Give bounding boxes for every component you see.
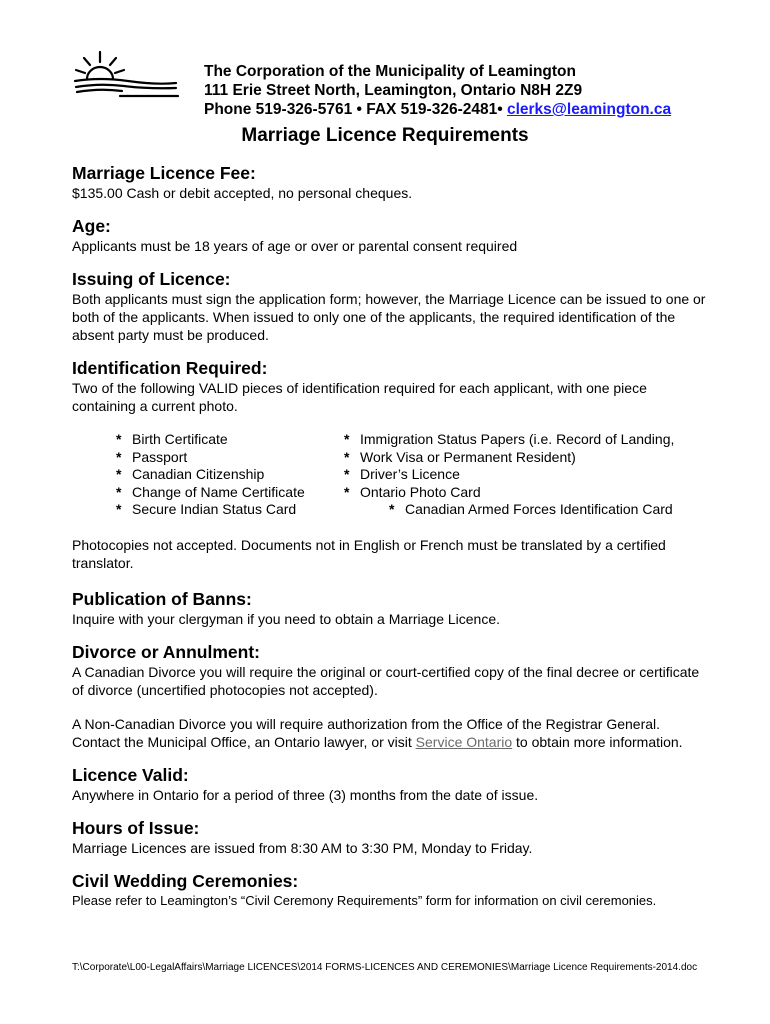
file-path-footer: T:\Corporate\L00-LegalAffairs\Marriage LICENCES\2014 FORMS-LICENCES AND CEREMONIES\Marriage Licence Requirements-2014.doc: [72, 962, 698, 973]
hours-text: Marriage Licences are issued from 8:30 AM to 3:30 PM, Monday to Friday.: [72, 840, 533, 856]
document-title: Marriage Licence Requirements: [241, 125, 529, 146]
service-ontario-link[interactable]: Service Ontario: [415, 734, 513, 750]
fee-heading: Marriage Licence Fee:: [72, 163, 256, 183]
age-heading: Age:: [72, 216, 111, 236]
civil-text: Please refer to Leamington’s “Civil Ceremony Requirements” form for information on civil ceremonies.: [72, 893, 657, 908]
issuing-text: Both applicants must sign the application form; however, the Marriage Licence can be issued to one or both of the applicants. When issued to only one of the applicants, the required identification of the absent party must be produced.: [72, 291, 706, 343]
divorce-heading: Divorce or Annulment:: [72, 642, 260, 662]
civil-heading: Civil Wedding Ceremonies:: [72, 871, 299, 891]
valid-heading: Licence Valid:: [72, 765, 189, 785]
email-link[interactable]: clerks@leamington.ca: [506, 101, 672, 118]
org-name: The Corporation of the Municipality of Leamington: [204, 63, 576, 80]
list-item: * Birth Certificate: [116, 431, 228, 447]
list-item: * Work Visa or Permanent Resident): [344, 448, 576, 465]
divorce-text-canadian: A Canadian Divorce you will require the original or court-certified copy of the final decree or certificate of divorce (uncertified photocopies not accepted).: [72, 664, 700, 698]
banns-text: Inquire with your clergyman if you need to obtain a Marriage Licence.: [72, 611, 501, 627]
banns-heading: Publication of Banns:: [72, 589, 252, 609]
list-item: * Driver’s Licence: [344, 466, 460, 482]
identification-text: Two of the following VALID pieces of identification required for each applicant, with one piece containing a current photo.: [72, 380, 647, 414]
id-list-left: [116, 431, 305, 519]
divorce-text-non-canadian: A Non-Canadian Divorce you will require authorization from the Office of the Registrar General. Contact the Municipal Office, an Ontario lawyer, or visit Service Ontario to obtain more information.: [72, 716, 683, 750]
hours-heading: Hours of Issue:: [72, 818, 200, 838]
fee-text: $135.00 Cash or debit accepted, no personal cheques.: [72, 185, 413, 201]
list-item: * Secure Indian Status Card: [116, 501, 297, 517]
list-item: * Canadian Citizenship: [116, 466, 265, 482]
valid-text: Anywhere in Ontario for a period of three (3) months from the date of issue.: [72, 787, 539, 803]
org-address: 111 Erie Street North, Leamington, Ontario N8H 2Z9: [204, 82, 583, 99]
age-text: Applicants must be 18 years of age or over or parental consent required: [72, 238, 518, 254]
sunrise-over-water-icon: [72, 50, 182, 100]
id-list-right: [344, 431, 674, 519]
identification-heading: Identification Required:: [72, 358, 268, 378]
phone-fax: Phone 519-326-5761 • FAX 519-326-2481•: [204, 101, 507, 118]
issuing-heading: Issuing of Licence:: [72, 269, 231, 289]
list-item: * Immigration Status Papers (i.e. Record of Landing,: [344, 431, 675, 447]
list-item: * Change of Name Certificate: [116, 483, 305, 500]
letterhead: [204, 62, 744, 119]
contact-line: [204, 100, 744, 119]
list-item: * Passport: [116, 448, 188, 465]
identification-list: [72, 431, 712, 523]
photocopies-note: Photocopies not accepted. Documents not in English or French must be translated by a certified translator.: [72, 537, 666, 571]
document-body: [72, 162, 712, 910]
list-item: * Canadian Armed Forces Identification Card: [389, 501, 673, 517]
list-item: * Ontario Photo Card: [344, 483, 481, 500]
